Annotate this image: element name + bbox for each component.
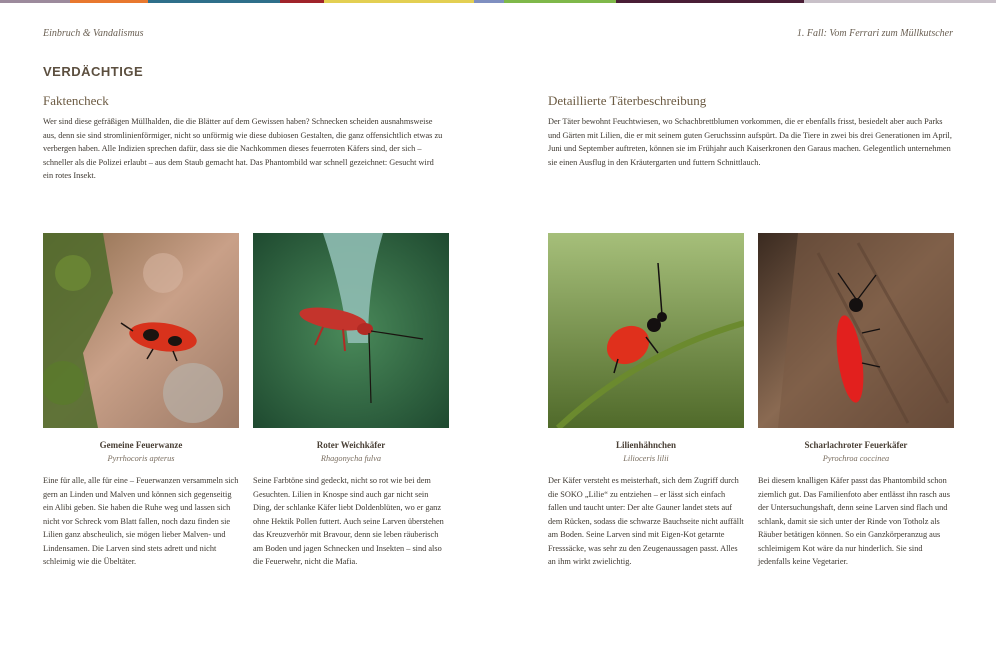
running-header-left: Einbruch & Vandalismus <box>43 28 144 39</box>
suspect-description: Seine Farbtöne sind gedeckt, nicht so rot wie bei dem Gesuchten. Lilien in Knospe sind auch gar nicht sein Ding, der schlanke Käfer liebt Doldenblüten, wo er ganz ohne Hektik Pollen futtert. Auch seine Larven überstehen das Kreuzverhör mit Bravour, denn sie leben räuberisch am Boden und jagen Schnecken und Insekten – sind also die Feuerwehr, nicht die Mafia. <box>253 476 444 566</box>
suspect-latin: Pyrochroa coccinea <box>822 454 890 463</box>
suspect-name: Scharlachroter Feuerkäfer <box>804 440 908 450</box>
suspect-latin: Lilioceris lilii <box>623 454 669 463</box>
running-header-right: 1. Fall: Vom Ferrari zum Müllkutscher <box>796 28 953 39</box>
lily-beetle-photo <box>548 233 744 428</box>
firebug-photo <box>43 233 239 428</box>
suspect-description: Eine für alle, alle für eine – Feuerwanzen versammeln sich gern an Linden und Malven und können sich gegenseitig ein Alibi geben. Sie haben die Ruhe weg und lassen sich nicht vor Schreck vom Blatt fallen, noch dazu finden sie Lilien ganz abscheulich, sie mögen lieber Malven- und Lindensamen. Die Larven sind stets adrett und nicht schleimig wie die Übeltäter. <box>43 476 239 566</box>
facts-text: Wer sind diese gefräßigen Müllhalden, die die Blätter auf dem Gewissen haben? Schnecken scheiden ausnahmsweise aus, denn sie sind stromlinienförmiger, nicht so unförmig wie diese dubiosen Gestalten, die ganz offensichtlich etwas zu verbergen haben. Alle Indizien sprechen dafür, dass sie die Nachkommen dieses feuerroten Käfers sind, der sich – schneller als die Polizei erlaubt – aus dem Staub gemacht hat. Das Phantombild war schnell gezeichnet: Gesucht wird ein rotes Insekt. <box>43 117 443 180</box>
suspect-description: Der Käfer versteht es meisterhaft, sich dem Zugriff durch die SOKO „Lilie“ zu entziehen – er lässt sich einfach fallen und taucht unter: Der alte Gauner landet stets auf dem Rücken, sodass die schwarze Bauchseite nicht auffällt am Boden. Seine Larven sind mit Eigen-Kot getarnte Fresssäcke, was sehr zu den Zeugenaussagen passt. Alles an ihm wirkt zwielichtig. <box>548 476 744 566</box>
suspect-description: Bei diesem knalligen Käfer passt das Phantombild schon ziemlich gut. Das Familienfoto aber entlässt ihn rasch aus der Untersuchungshaft, denn seine Larven sind flach und schlank, damit sie sich unter der Rinde von Totholz als Räuber betätigen können. So ein Ganzkörperanzug aus schleimigem Kot wäre da nur hinderlich. Sie sind jedenfalls keine Vegetarier. <box>758 476 950 566</box>
details-heading: Detaillierte Täterbeschreibung <box>548 93 707 108</box>
suspect-name: Roter Weichkäfer <box>316 440 386 450</box>
suspect-name: Gemeine Feuerwanze <box>99 440 183 450</box>
facts-heading: Faktencheck <box>43 93 109 108</box>
section-title: VERDÄCHTIGE <box>43 64 144 79</box>
color-stripe-bar <box>0 0 996 3</box>
cardinal-beetle-photo <box>758 233 954 428</box>
suspect-latin: Rhagonycha fulva <box>320 454 382 463</box>
suspect-name: Lilienhähnchen <box>615 440 677 450</box>
suspect-latin: Pyrrhocoris apterus <box>107 454 175 463</box>
soldier-beetle-photo <box>253 233 449 428</box>
details-text: Der Täter bewohnt Feuchtwiesen, wo Schachbrettblumen vorkommen, die er ebenfalls frisst, besiedelt aber auch Parks und Gärten mit Lilien, die er mit seinem guten Geruchssinn aufspürt. Da die Tiere in zwei bis drei Generationen im April, Juni und September auftreten, können sie im Frühjahr auch Kaiserkronen den Garaus machen. Gelegentlich unternehmen sie einen Ausflug in den Kräutergarten und futtern Schnittlauch. <box>548 117 952 167</box>
